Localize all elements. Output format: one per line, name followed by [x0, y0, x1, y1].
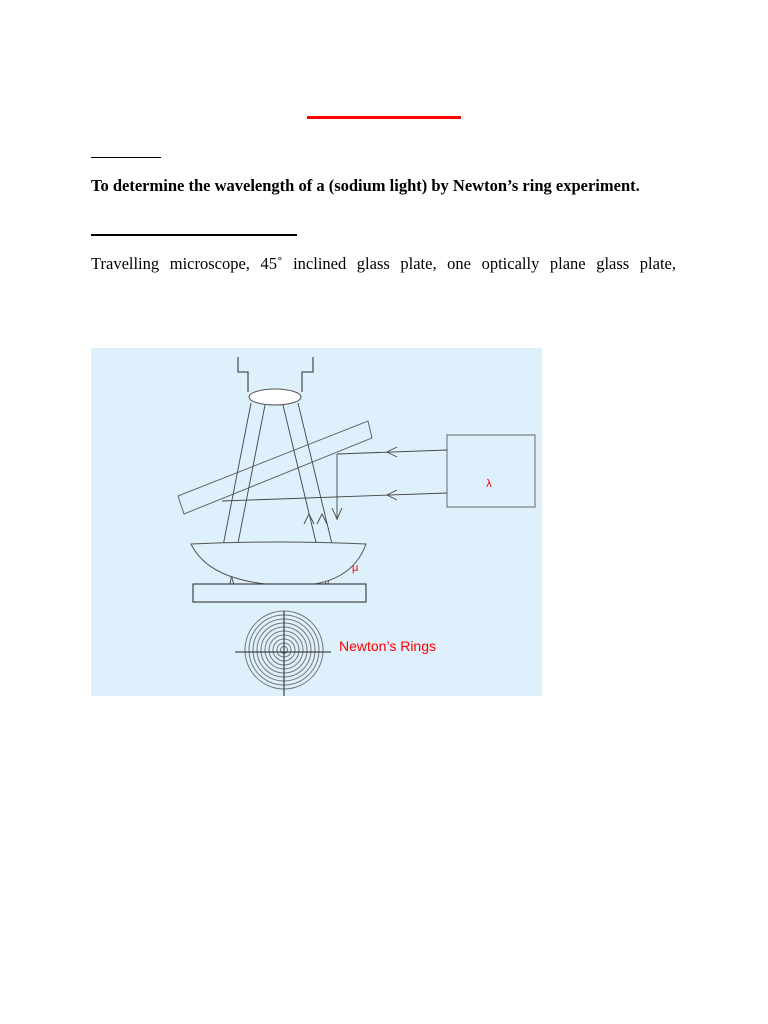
apparatus-heading-rule: [91, 234, 297, 236]
objective-lens: [249, 389, 301, 405]
light-source-box: [447, 435, 535, 507]
refractive-index-symbol: μ: [352, 562, 359, 574]
title-underline: [307, 116, 461, 119]
aim-heading-rule: [91, 157, 161, 158]
newtons-rings-label: Newton’s Rings: [339, 638, 437, 654]
wavelength-symbol: λ: [486, 478, 492, 490]
apparatus-text: Travelling microscope, 45˚ inclined glass plate, one optically plane glass plate,: [91, 254, 676, 273]
aim-text: To determine the wavelength of a (sodium light) by Newton’s ring experiment.: [91, 176, 640, 195]
newtons-rings-diagram: [91, 348, 542, 696]
figure-background: [91, 348, 542, 696]
optically-plane-glass-plate: [193, 584, 366, 602]
